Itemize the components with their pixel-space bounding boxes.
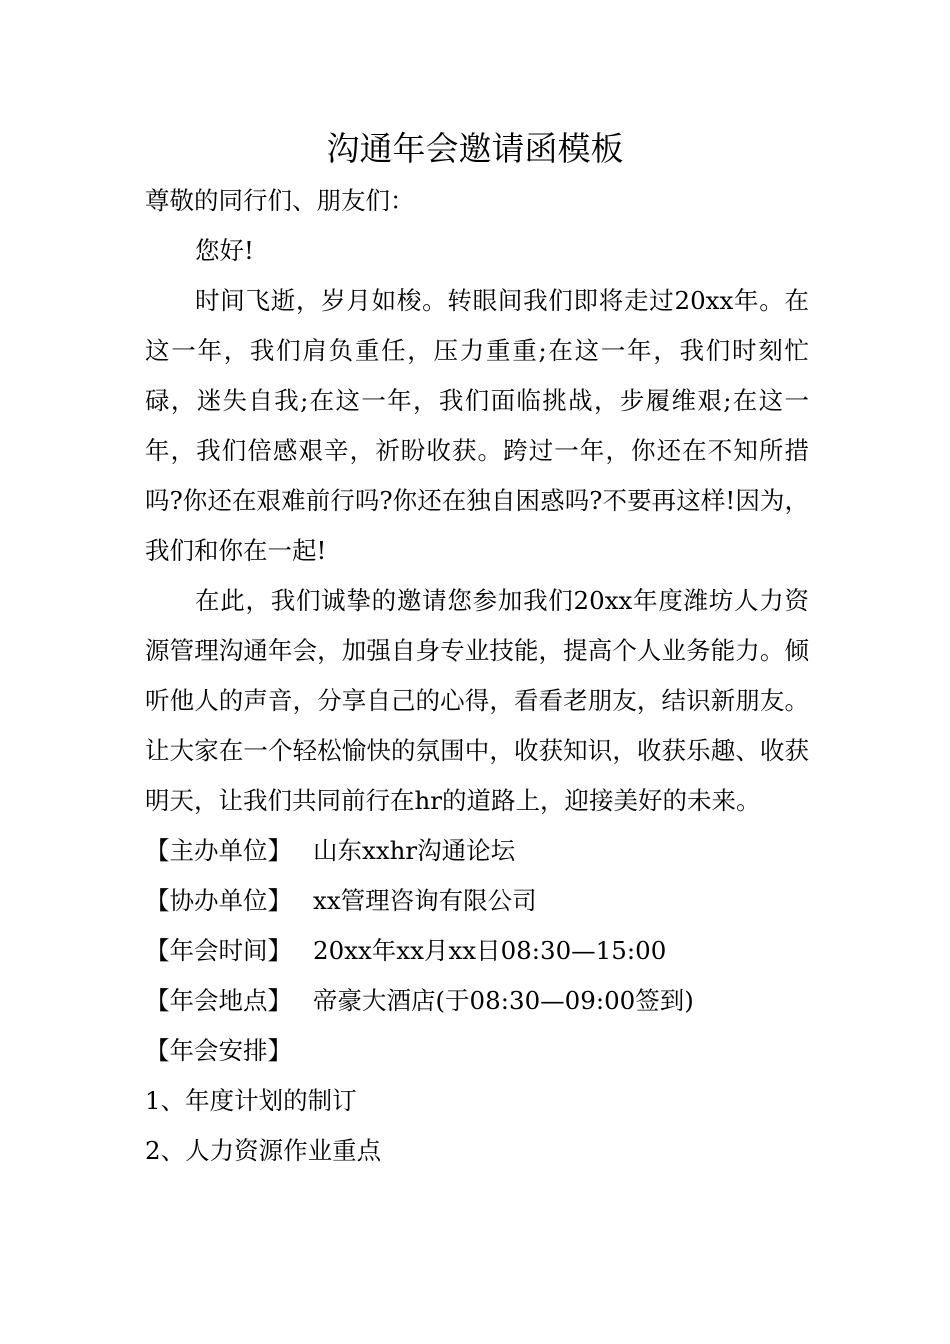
salutation: 尊敬的同行们、朋友们： (145, 186, 415, 215)
detail-label: 【主办单位】 (145, 836, 292, 865)
detail-host (145, 826, 809, 876)
paragraph-intro: 时间飞逝，岁月如梭。转眼间我们即将走过20xx年。在这一年，我们肩负重任，压力重重;在这一年，我们时刻忙碌，迷失自我;在这一年，我们面临挑战，步履维艰;在这一年，我们倍感艰辛，祈盼收获。跨过一年，你还在不知所措吗?你还在艰难前行吗?你还在独自困惑吗?不要再这样!因为，我们和你在一起! (145, 286, 809, 565)
document-body (145, 176, 809, 1176)
agenda-item: 1、年度计划的制订 (145, 1086, 357, 1115)
detail-venue (145, 976, 809, 1026)
detail-value: 帝豪大酒店(于08:30—09:00签到) (313, 986, 694, 1015)
detail-label: 【年会时间】 (145, 936, 292, 965)
detail-co-host (145, 876, 809, 926)
detail-value: xx管理咨询有限公司 (313, 886, 537, 915)
greeting: 您好! (195, 236, 254, 265)
detail-time (145, 926, 809, 976)
detail-label: 【协办单位】 (145, 886, 292, 915)
detail-label: 【年会地点】 (145, 986, 292, 1015)
paragraph-invitation: 在此，我们诚挚的邀请您参加我们20xx年度潍坊人力资源管理沟通年会，加强自身专业技能，提高个人业务能力。倾听他人的声音，分享自己的心得，看看老朋友，结识新朋友。让大家在一个轻松愉快的氛围中，收获知识，收获乐趣、收获明天，让我们共同前行在hr的道路上，迎接美好的未来。 (145, 586, 809, 815)
document-title: 沟通年会邀请函模板 (326, 129, 624, 168)
agenda-heading: 【年会安排】 (145, 1036, 292, 1065)
agenda-item: 2、人力资源作业重点 (145, 1136, 382, 1165)
detail-value: 20xx年xx月xx日08:30—15:00 (313, 936, 667, 965)
detail-value: 山东xxhr沟通论坛 (313, 836, 516, 865)
